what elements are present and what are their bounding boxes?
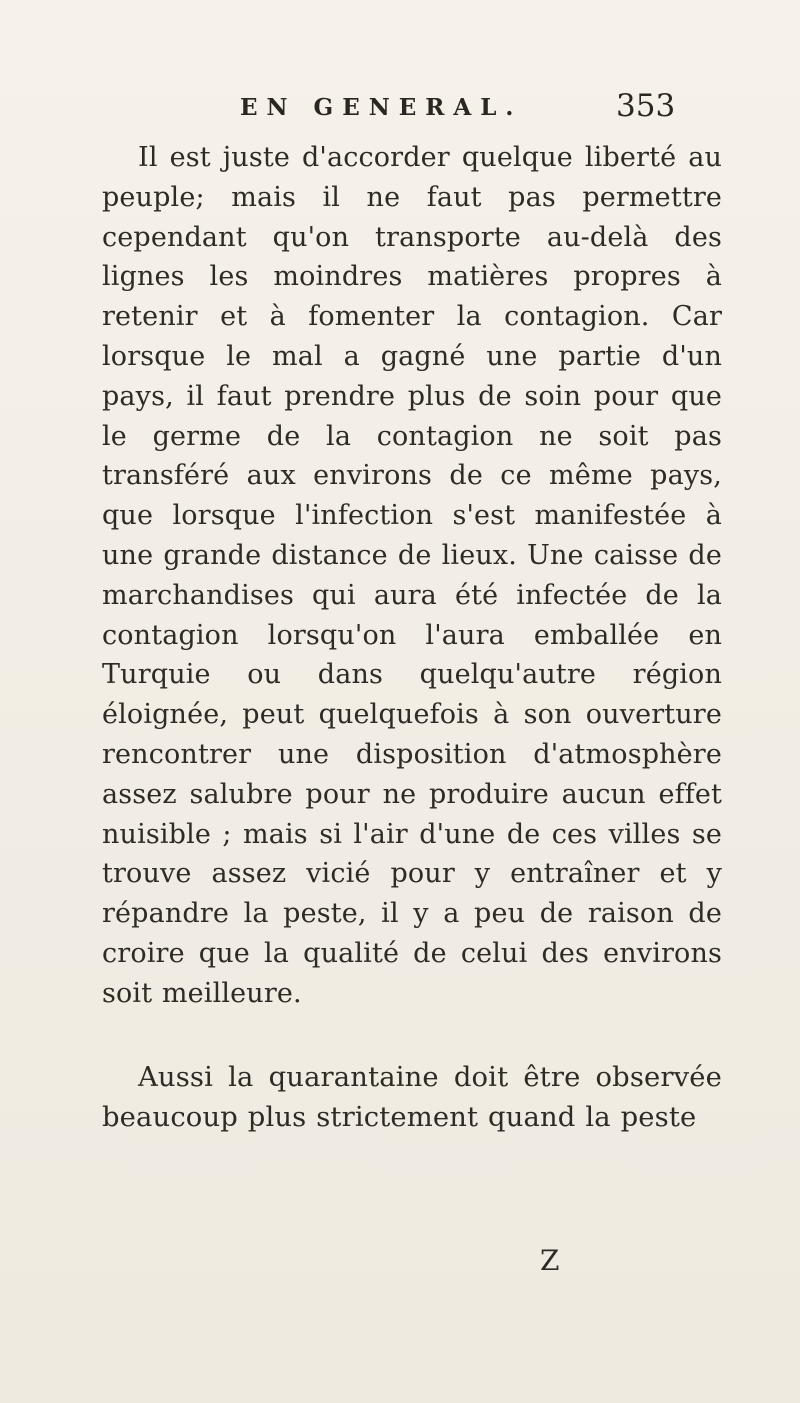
body-text (102, 138, 722, 1138)
running-head (240, 84, 676, 124)
signature-mark: Z (540, 1244, 560, 1277)
running-title: EN GENERAL. (240, 94, 523, 121)
page-number: 353 (616, 88, 676, 124)
paragraph-1: Il est juste d'accorder quelque liberté au peuple; mais il ne faut pas permettre cependant qu'on transporte au-delà des lignes les moindres matières propres à retenir et à fomenter la contagion. Car lorsque le mal a gagné une partie d'un pays, il faut prendre plus de soin pour que le germe de la contagion ne soit pas transféré aux environs de ce même pays, que lorsque l'infection s'est manifestée à une grande distance de lieux. Une caisse de marchandises qui aura été infectée de la contagion lorsqu'on l'aura emballée en Turquie ou dans quelqu'autre région éloignée, peut quelquefois à son ouverture rencontrer une disposition d'atmosphère assez salubre pour ne produire aucun effet nuisible ; mais si l'air d'une de ces villes se trouve assez vicié pour y entraîner et y répandre la peste, il y a peu de raison de croire que la qualité de celui des environs soit meilleure. (102, 142, 722, 1009)
paragraph-2: Aussi la quarantaine doit être observée beaucoup plus strictement quand la peste (102, 1061, 722, 1133)
